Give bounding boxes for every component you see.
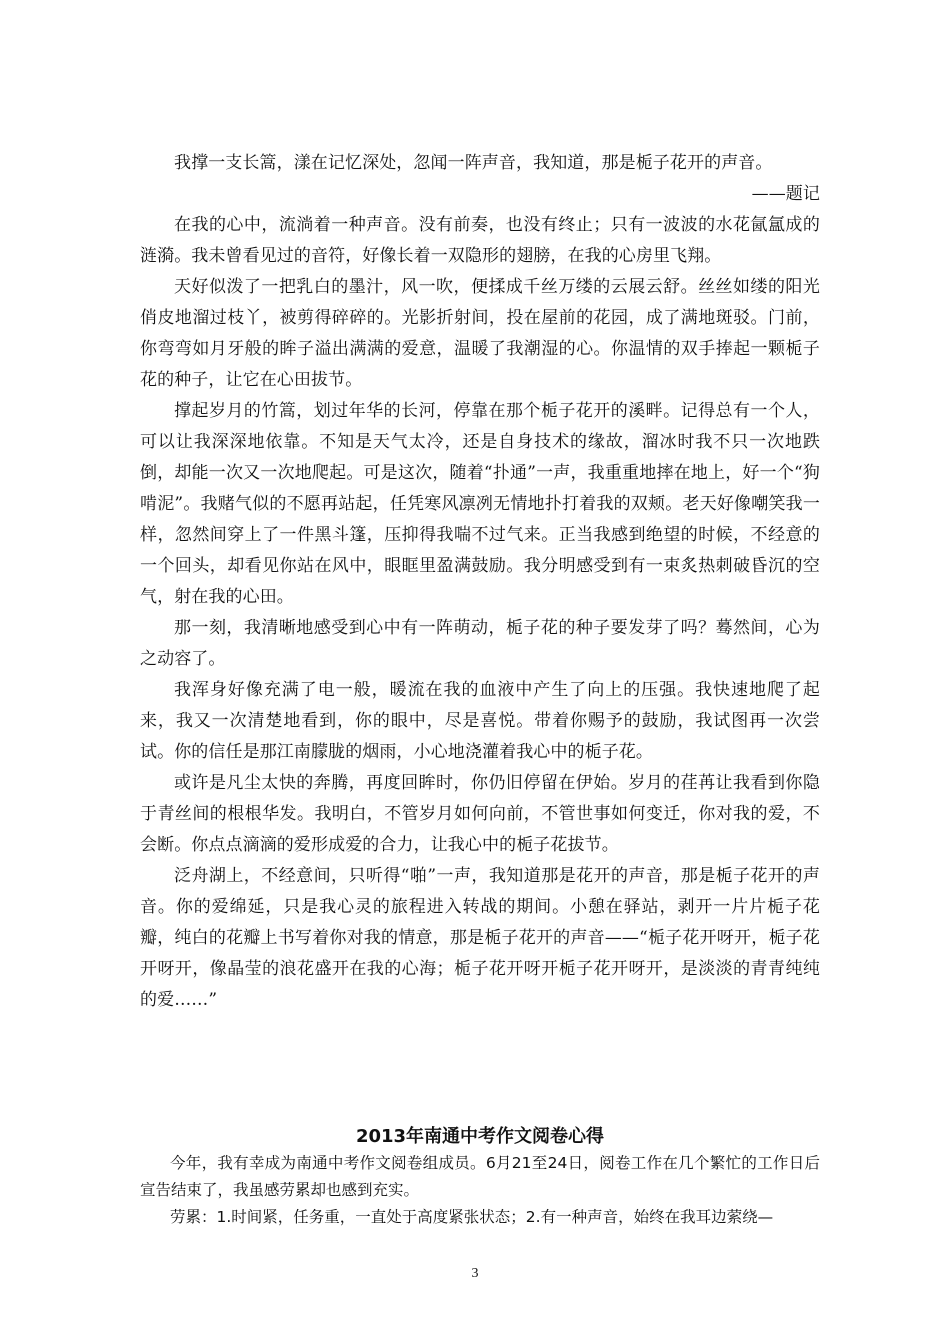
report-paragraph: 劳累：1.时间紧，任务重，一直处于高度紧张状态；2.有一种声音，始终在我耳边萦绕—: [170, 1208, 774, 1226]
essay-paragraph: 或许是凡尘太快的奔腾，再度回眸时，你仍旧停留在伊始。岁月的荏苒让我看到你隐于青丝间的根根华发。我明白，不管岁月如何向前，不管世事如何变迁，你对我的爱，不会断。你点点滴滴的爱形成爱的合力，让我心中的栀子花拔节。: [140, 773, 820, 855]
essay-paragraph: 天好似泼了一把乳白的墨汁，风一吹，便揉成千丝万缕的云展云舒。丝丝如缕的阳光俏皮地溜过枝丫，被剪得碎碎的。光影折射间，投在屋前的花园，成了满地斑驳。门前，你弯弯如月牙般的眸子溢出满满的爱意，温暖了我潮湿的心。你温情的双手捧起一颗栀子花的种子，让它在心田拔节。: [140, 277, 820, 390]
page-number: 3: [471, 1266, 479, 1281]
essay-inscription: ——题记: [751, 184, 820, 204]
essay-paragraph: 在我的心中，流淌着一种声音。没有前奏，也没有终止；只有一波波的水花氤氲成的涟漪。我未曾看见过的音符，好像长着一双隐形的翅膀，在我的心房里飞翔。: [140, 215, 820, 266]
essay-paragraph: 那一刻，我清晰地感受到心中有一阵萌动，栀子花的种子要发芽了吗？蓦然间，心为之动容了。: [140, 618, 820, 669]
essay-paragraph: 泛舟湖上，不经意间，只听得“啪”一声，我知道那是花开的声音，那是栀子花开的声音。你的爱绵延，只是我心灵的旅程进入转战的期间。小憩在驿站，剥开一片片栀子花瓣，纯白的花瓣上书写着你对我的情意，那是栀子花开的声音——“栀子花开呀开，栀子花开呀开，像晶莹的浪花盛开在我的心海；栀子花开呀开栀子花开呀开，是淡淡的青青纯纯的爱……”: [140, 866, 820, 1010]
essay-paragraph: 撑起岁月的竹篙，划过年华的长河，停靠在那个栀子花开的溪畔。记得总有一个人，可以让我深深地依靠。不知是天气太冷，还是自身技术的缘故，溜冰时我不只一次地跌倒，却能一次又一次地爬起。可是这次，随着“扑通”一声，我重重地摔在地上，好一个“狗啃泥”。我赌气似的不愿再站起，任凭寒风凛冽无情地扑打着我的双颊。老天好像嘲笑我一样，忽然间穿上了一件黑斗篷，压抑得我喘不过气来。正当我感到绝望的时候，不经意的一个回头，却看见你站在风中，眼眶里盈满鼓励。我分明感受到有一束炙热刺破昏沉的空气，射在我的心田。: [140, 401, 820, 607]
essay-body: [140, 148, 820, 1016]
report-title: 2013年南通中考作文阅卷心得: [355, 1126, 605, 1147]
report-body: [140, 1150, 820, 1231]
report-paragraph: 今年，我有幸成为南通中考作文阅卷组成员。6月21至24日，阅卷工作在几个繁忙的工作日后宣告结束了，我虽感劳累却也感到充实。: [140, 1154, 820, 1199]
essay-epigraph: 我撑一支长篙，漾在记忆深处，忽闻一阵声音，我知道，那是栀子花开的声音。: [174, 153, 773, 173]
essay-paragraph: 我浑身好像充满了电一般，暖流在我的血液中产生了向上的压强。我快速地爬了起来，我又一次清楚地看到，你的眼中，尽是喜悦。带着你赐予的鼓励，我试图再一次尝试。你的信任是那江南朦胧的烟雨，小心地浇灌着我心中的栀子花。: [140, 680, 820, 762]
